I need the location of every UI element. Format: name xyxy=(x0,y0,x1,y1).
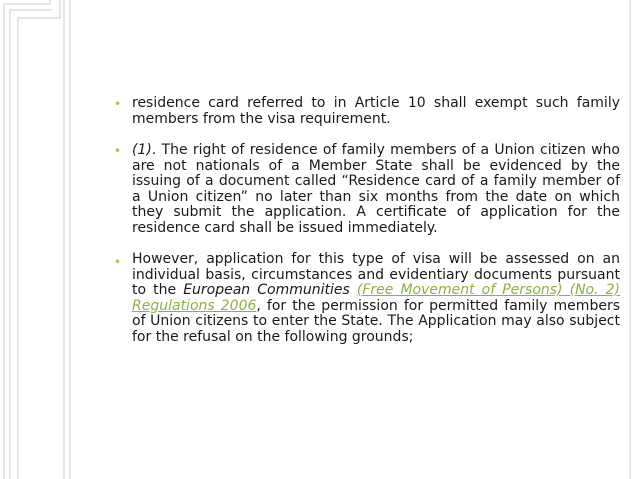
bullet-item xyxy=(112,143,620,236)
regulation-link[interactable]: (Free Movement of Persons) (No. 2) Regulations 2006 xyxy=(132,282,621,314)
bullet-list xyxy=(112,96,620,345)
bullet-item xyxy=(112,252,620,345)
bullet-body-end: , for the permission for permitted family members of Union citizens to enter the State. The Application may also subject for the refusal on the following grounds; xyxy=(132,297,620,345)
bullet-icon: • xyxy=(114,255,122,269)
bullet-text xyxy=(132,252,620,345)
bullet-icon: • xyxy=(114,97,122,111)
article-reference: (1) xyxy=(132,142,152,158)
bullet-text xyxy=(132,143,620,236)
bullet-body-start: However, application for this type of visa will be assessed on an individual basis, circumstances and evidentiary documents pursuant to the xyxy=(132,251,620,298)
bullet-item xyxy=(112,96,620,127)
bullet-icon: • xyxy=(114,144,122,158)
bullet-body: . The right of residence of family members of a Union citizen who are not nationals of a Member State shall be evidenced by the issuing of a document called “Residence card of a family member of a Union citizen” no later than six months from the date on which they submit the application. A certificate of application for the residence card shall be issued immediately. xyxy=(132,142,620,236)
regulation-title: European Communities xyxy=(183,282,350,298)
bullet-text: residence card referred to in Article 10 shall exempt such family members from the visa requirement. xyxy=(132,95,620,127)
